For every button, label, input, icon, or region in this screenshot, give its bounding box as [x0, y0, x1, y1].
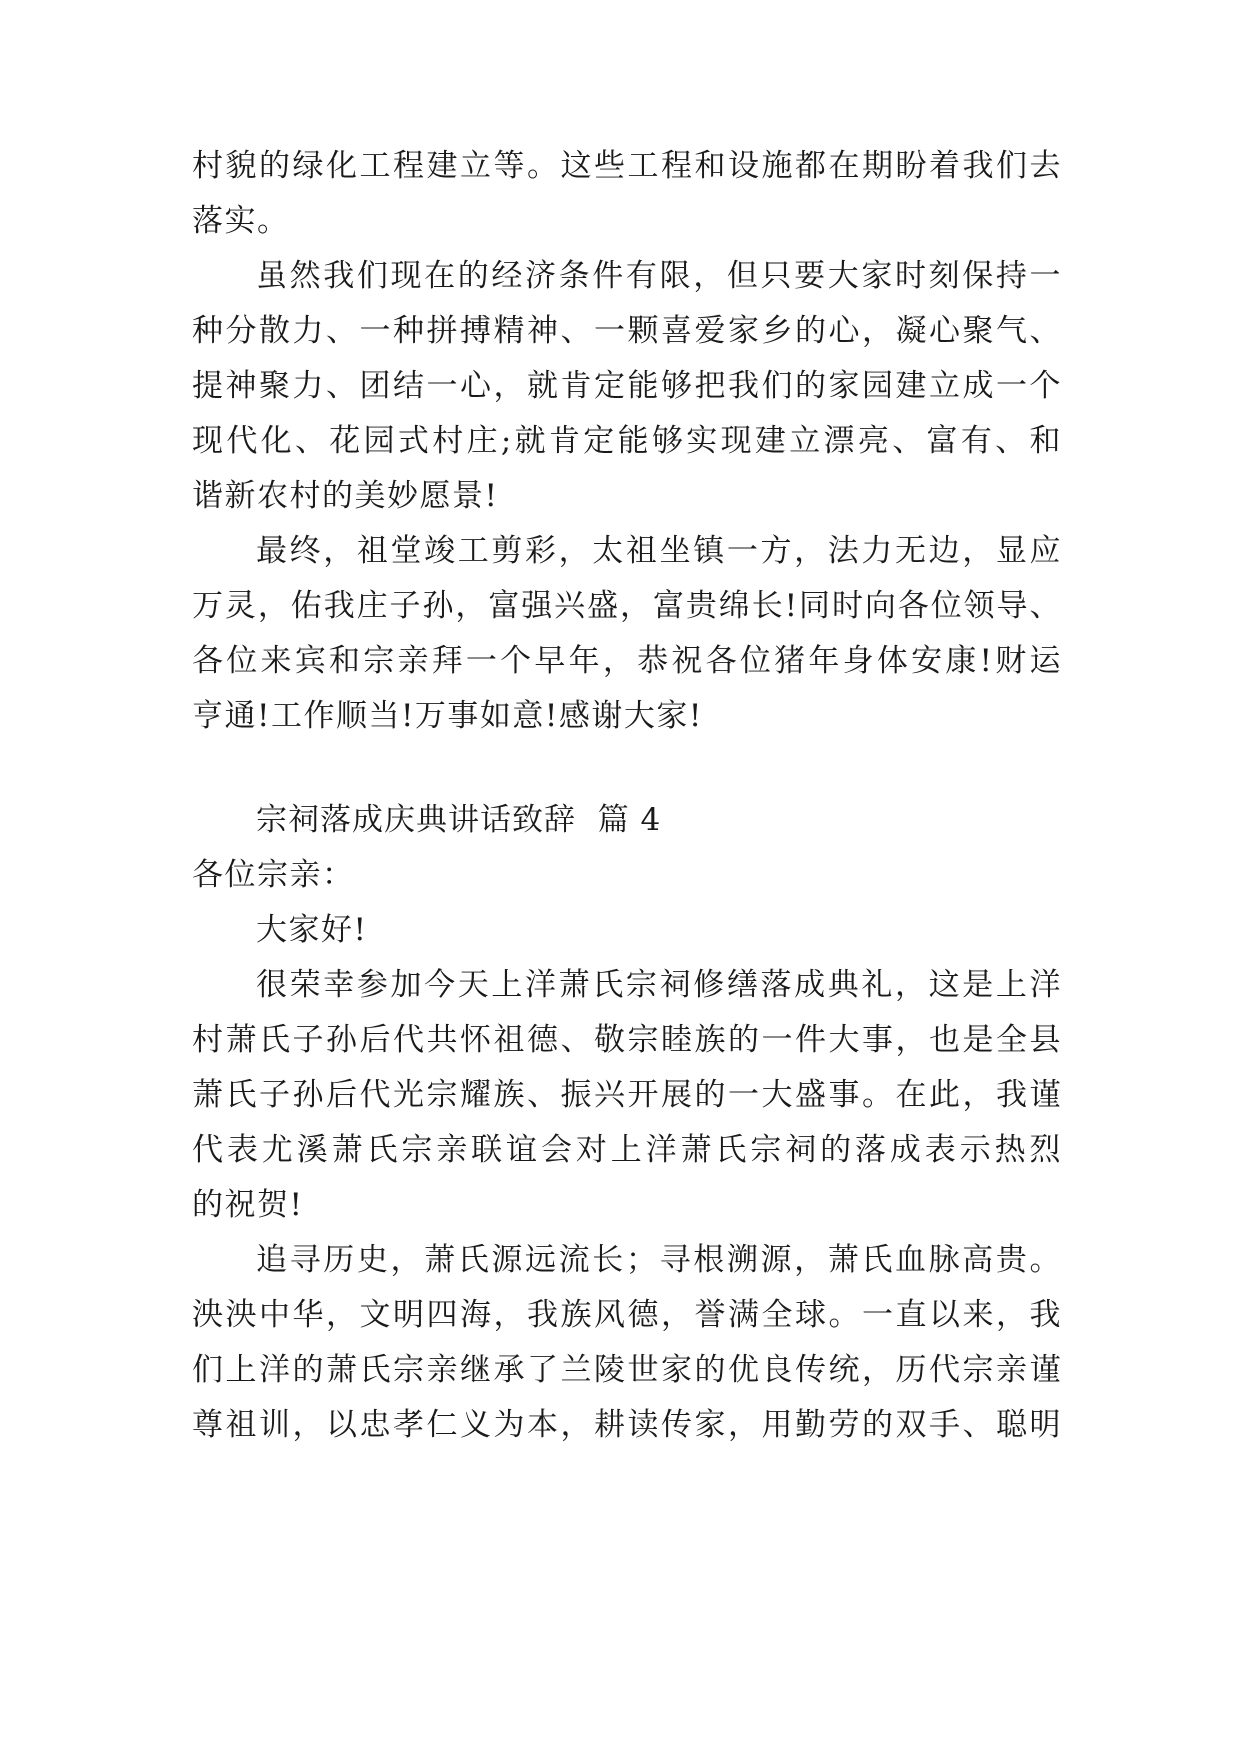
text-line: 亨通!工作顺当!万事如意!感谢大家! — [192, 698, 703, 734]
text-line: 谐新农村的美妙愿景! — [192, 478, 499, 514]
section-title: 宗祠落成庆典讲话致辞 篇 4 — [256, 802, 662, 838]
text-line: 虽然我们现在的经济条件有限，但只要大家时刻保持一 — [256, 258, 1062, 294]
text-line: 们上洋的萧氏宗亲继承了兰陵世家的优良传统，历代宗亲谨 — [192, 1352, 1062, 1388]
text-line: 种分散力、一种拼搏精神、一颗喜爱家乡的心，凝心聚气、 — [192, 313, 1062, 349]
text-line: 村貌的绿化工程建立等。这些工程和设施都在期盼着我们去 — [192, 148, 1062, 184]
text-line: 泱泱中华，文明四海，我族风德，誉满全球。一直以来，我 — [192, 1297, 1062, 1333]
text-line: 很荣幸参加今天上洋萧氏宗祠修缮落成典礼，这是上洋 — [256, 967, 1062, 1003]
greeting: 大家好! — [256, 912, 368, 948]
salutation: 各位宗亲： — [192, 857, 355, 893]
text-line: 尊祖训，以忠孝仁义为本，耕读传家，用勤劳的双手、聪明 — [192, 1407, 1062, 1443]
text-line: 落实。 — [192, 203, 290, 239]
text-line: 各位来宾和宗亲拜一个早年，恭祝各位猪年身体安康!财运 — [192, 643, 1062, 679]
text-line: 萧氏子孙后代光宗耀族、振兴开展的一大盛事。在此，我谨 — [192, 1077, 1062, 1113]
text-line: 的祝贺! — [192, 1187, 304, 1223]
text-line: 万灵，佑我庄子孙，富强兴盛，富贵绵长!同时向各位领导、 — [192, 588, 1062, 624]
text-line: 提神聚力、团结一心，就肯定能够把我们的家园建立成一个 — [192, 368, 1062, 404]
text-line: 代表尤溪萧氏宗亲联谊会对上洋萧氏宗祠的落成表示热烈 — [192, 1132, 1062, 1168]
text-line: 现代化、花园式村庄;就肯定能够实现建立漂亮、富有、和 — [192, 423, 1062, 459]
text-line: 追寻历史，萧氏源远流长；寻根溯源，萧氏血脉高贵。 — [256, 1242, 1062, 1278]
text-line: 村萧氏子孙后代共怀祖德、敬宗睦族的一件大事，也是全县 — [192, 1022, 1062, 1058]
text-line: 最终，祖堂竣工剪彩，太祖坐镇一方，法力无边，显应 — [256, 533, 1062, 569]
